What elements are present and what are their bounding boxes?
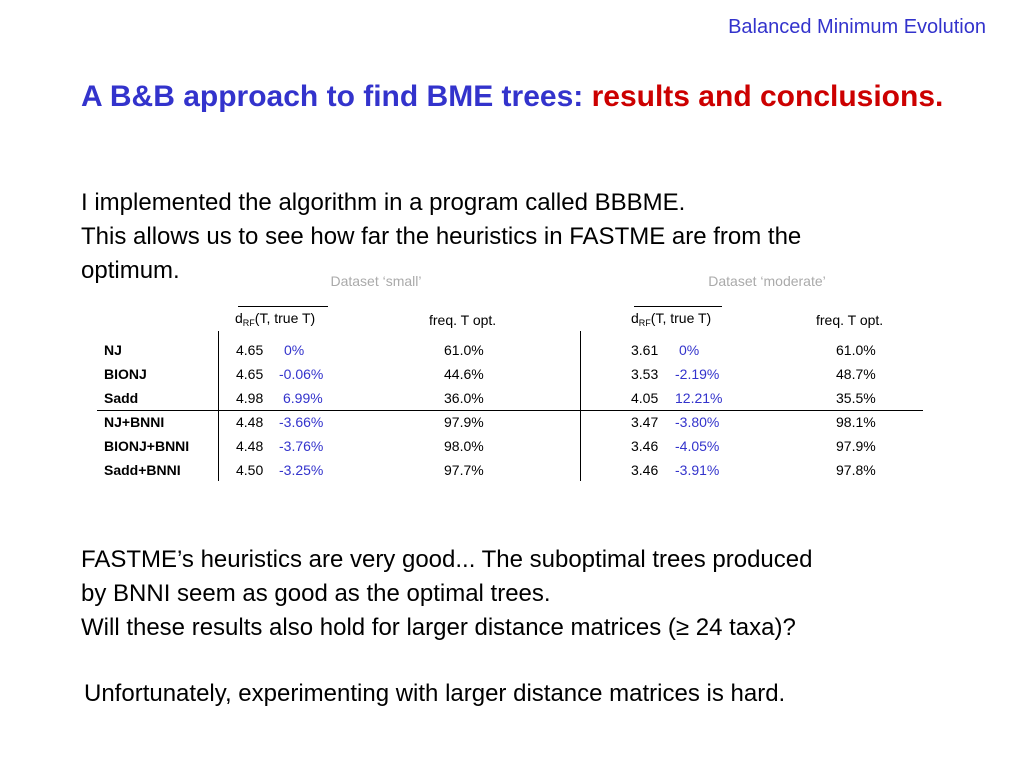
- conclusion-line-2: by BNNI seem as good as the optimal trees.: [81, 580, 551, 607]
- table-row: Sadd 4.98 6.99% 36.0% 4.05 12.21% 35.5%: [104, 390, 876, 406]
- drf-overline-moderate: [634, 306, 722, 307]
- table-row: BIONJ 4.65 -0.06% 44.6% 3.53 -2.19% 48.7%: [104, 366, 876, 382]
- intro-line-3: optimum.: [81, 257, 180, 284]
- intro-text: [81, 186, 981, 288]
- slide-title: [81, 78, 961, 116]
- conclusion-text: [81, 543, 981, 645]
- final-remark: Unfortunately, experimenting with larger distance matrices is hard.: [84, 680, 786, 707]
- drf-overline-small: [238, 306, 328, 307]
- title-accent: results and conclusions.: [591, 80, 944, 113]
- freq-header-moderate: freq. T opt.: [816, 312, 884, 328]
- drf-header-small: $d_{RF}(T$, true T): [235, 310, 316, 328]
- table-row: Sadd+BNNI 4.50 -3.25% 97.7% 3.46 -3.91% 97.8%: [104, 462, 876, 478]
- drf-header-moderate: $d_{RF}(T$, true T): [631, 310, 712, 328]
- intro-line-1: I implemented the algorithm in a program called BBBME.: [81, 189, 686, 216]
- freq-header-small: freq. T opt.: [429, 312, 497, 328]
- intro-line-2: This allows us to see how far the heuristics in FASTME are from the: [81, 223, 802, 250]
- slide-header-tag: Balanced Minimum Evolution: [728, 16, 986, 38]
- dataset-moderate-header: Dataset ‘moderate’: [708, 273, 826, 289]
- title-main: A B&B approach to find BME trees:: [81, 80, 592, 113]
- conclusion-line-3: Will these results also hold for larger distance matrices (≥ 24 taxa)?: [81, 614, 796, 641]
- table-row: NJ+BNNI 4.48 -3.66% 97.9% 3.47 -3.80% 98.1%: [104, 414, 876, 430]
- table-row: BIONJ+BNNI 4.48 -3.76% 98.0% 3.46 -4.05% 97.9%: [104, 438, 876, 454]
- conclusion-line-1: FASTME’s heuristics are very good... The suboptimal trees produced: [81, 546, 813, 573]
- table-row: NJ 4.65 0% 61.0% 3.61 0% 61.0%: [104, 342, 876, 358]
- dataset-small-header: Dataset ‘small’: [330, 273, 422, 289]
